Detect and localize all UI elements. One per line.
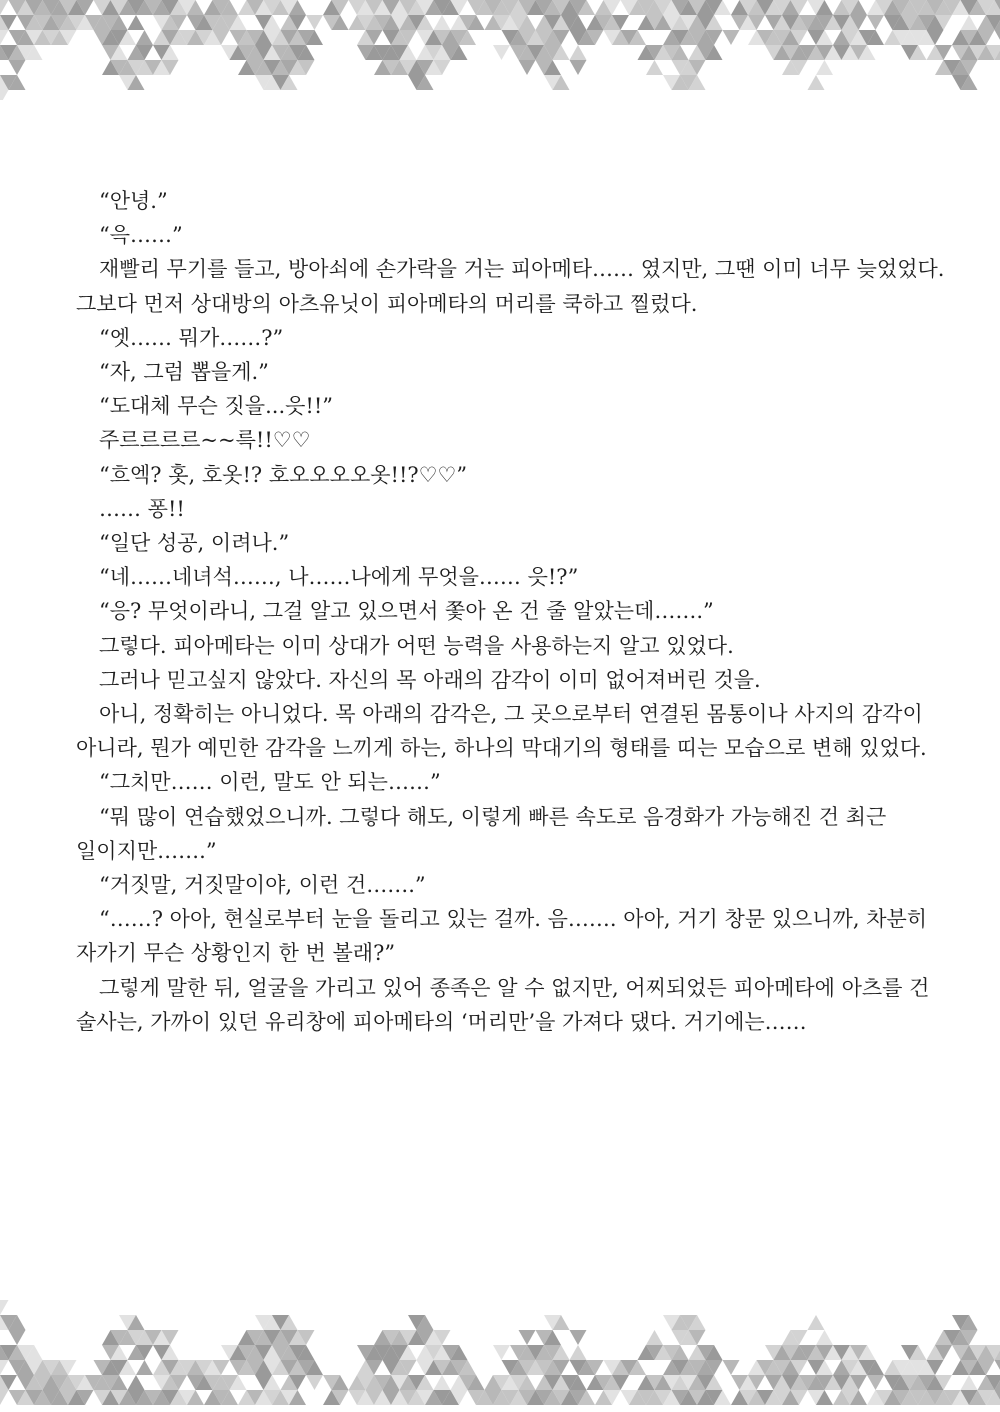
pattern-triangle	[128, 15, 145, 30]
pattern-triangle	[136, 1360, 153, 1375]
pattern-triangle	[961, 1375, 978, 1390]
pattern-triangle	[306, 15, 323, 30]
paragraph-line: 그러나 믿고싶지 않았다. 자신의 목 아래의 감각이 이미 없어져버린 것을.	[99, 667, 761, 692]
pattern-triangle	[570, 45, 587, 60]
pattern-triangle	[570, 60, 587, 75]
pattern-triangle	[867, 1375, 884, 1390]
paragraph-line: “뭐 많이 연습했었으니까. 그렇다 해도, 이렇게 빠른 속도로 음경화가 가능해진 건 최근	[99, 804, 887, 829]
pattern-triangle	[995, 1360, 1000, 1375]
pattern-triangle	[995, 30, 1000, 45]
pattern-triangle	[9, 1330, 26, 1345]
bottom-triangle-border	[0, 1300, 1000, 1412]
paragraph-line: “네……네녀석……, 나……나에게 무엇을…… 읏!?”	[99, 565, 579, 590]
paragraph-line: 재빨리 무기를 들고, 방아쇠에 손가락을 거는 피아메타…… 였지만, 그땐 이미 너무 늦었었다.	[99, 257, 945, 282]
paragraph-line: “흐엑? 홋, 호옷!? 호오오오오옷!!?♡♡”	[99, 462, 468, 487]
pattern-triangle	[493, 45, 510, 60]
pattern-triangle	[723, 30, 740, 45]
paragraph-line: 술사는, 가까이 있던 유리창에 피아메타의 ‘머리만’을 가져다 댔다. 거기에는……	[76, 1009, 807, 1034]
pattern-triangle	[0, 30, 9, 45]
pattern-triangle	[816, 1330, 833, 1345]
pattern-triangle	[306, 1375, 323, 1390]
top-triangle-border	[0, 0, 1000, 100]
pattern-triangle	[0, 1390, 9, 1405]
paragraph-line: “엣…… 뭐가……?”	[99, 325, 284, 350]
pattern-triangle	[434, 15, 451, 30]
paragraph-line: 일이지만…….”	[76, 838, 217, 863]
paragraph-line: 자가기 무슨 상황인지 한 번 볼래?”	[76, 941, 396, 966]
pattern-triangle	[570, 1330, 587, 1345]
pattern-triangle	[9, 60, 26, 75]
pattern-triangle	[723, 1360, 740, 1375]
pattern-triangle	[808, 1315, 825, 1330]
paragraph-line: “응? 무엇이라니, 그걸 알고 있으면서 쫓아 온 건 줄 알았는데…….”	[99, 599, 714, 624]
pattern-triangle	[136, 30, 153, 45]
paragraph-line: 아니, 정확히는 아니었다. 목 아래의 감각은, 그 곳으로부터 연결된 몸통이나 사지의 감각이	[99, 702, 923, 727]
pattern-triangle	[0, 1300, 9, 1315]
pattern-triangle	[493, 1345, 510, 1360]
pattern-triangle	[0, 1360, 9, 1375]
paragraph-line: “윽……”	[99, 223, 183, 248]
paragraph-line: 아니라, 뭔가 예민한 감각을 느끼게 하는, 하나의 막대기의 형태를 띠는 모습으로 변해 있었다.	[76, 736, 927, 761]
pattern-triangle	[808, 75, 825, 90]
paragraph-line: “그치만…… 이런, 말도 안 되는……”	[99, 770, 441, 795]
pattern-triangle	[570, 1345, 587, 1360]
pattern-triangle	[0, 90, 9, 100]
pattern-triangle	[816, 60, 833, 75]
pattern-triangle	[867, 15, 884, 30]
pattern-triangle	[646, 60, 663, 75]
paragraph-line: “안녕.”	[99, 189, 168, 213]
pattern-triangle	[519, 1330, 536, 1345]
novel-text-body	[76, 184, 944, 1039]
pattern-triangle	[0, 0, 9, 15]
pattern-triangle	[961, 15, 978, 30]
pattern-triangle	[519, 60, 536, 75]
paragraph-line: “거짓말, 거짓말이야, 이런 건…….”	[99, 873, 426, 898]
paragraph-line: “……? 아아, 현실로부터 눈을 돌리고 있는 걸까. 음……. 아아, 거기 창문 있으니까, 차분히	[99, 907, 928, 932]
pattern-triangle	[128, 1375, 145, 1390]
paragraph-line: 그렇게 말한 뒤, 얼굴을 가리고 있어 종족은 알 수 없지만, 어찌되었든 피아메타에 아츠를 건	[99, 975, 930, 1000]
paragraph-line: …… 퐁!!	[99, 496, 185, 521]
paragraph-line: “도대체 무슨 짓을...읏!!”	[99, 394, 334, 419]
paragraph-line: “일단 성공, 이려나.”	[99, 531, 290, 556]
paragraph-line: “자, 그럼 뽑을게.”	[99, 360, 269, 385]
paragraph-line: 그렇다. 피아메타는 이미 상대가 어떤 능력을 사용하는지 알고 있었다.	[99, 633, 734, 658]
pattern-triangle	[434, 1375, 451, 1390]
pattern-triangle	[646, 1330, 663, 1345]
paragraph-line: 그보다 먼저 상대방의 아츠유닛이 피아메타의 머리를 쿡하고 찔렀다.	[76, 291, 698, 316]
paragraph-line: 주르르르르~~륵!!♡♡	[99, 428, 311, 453]
